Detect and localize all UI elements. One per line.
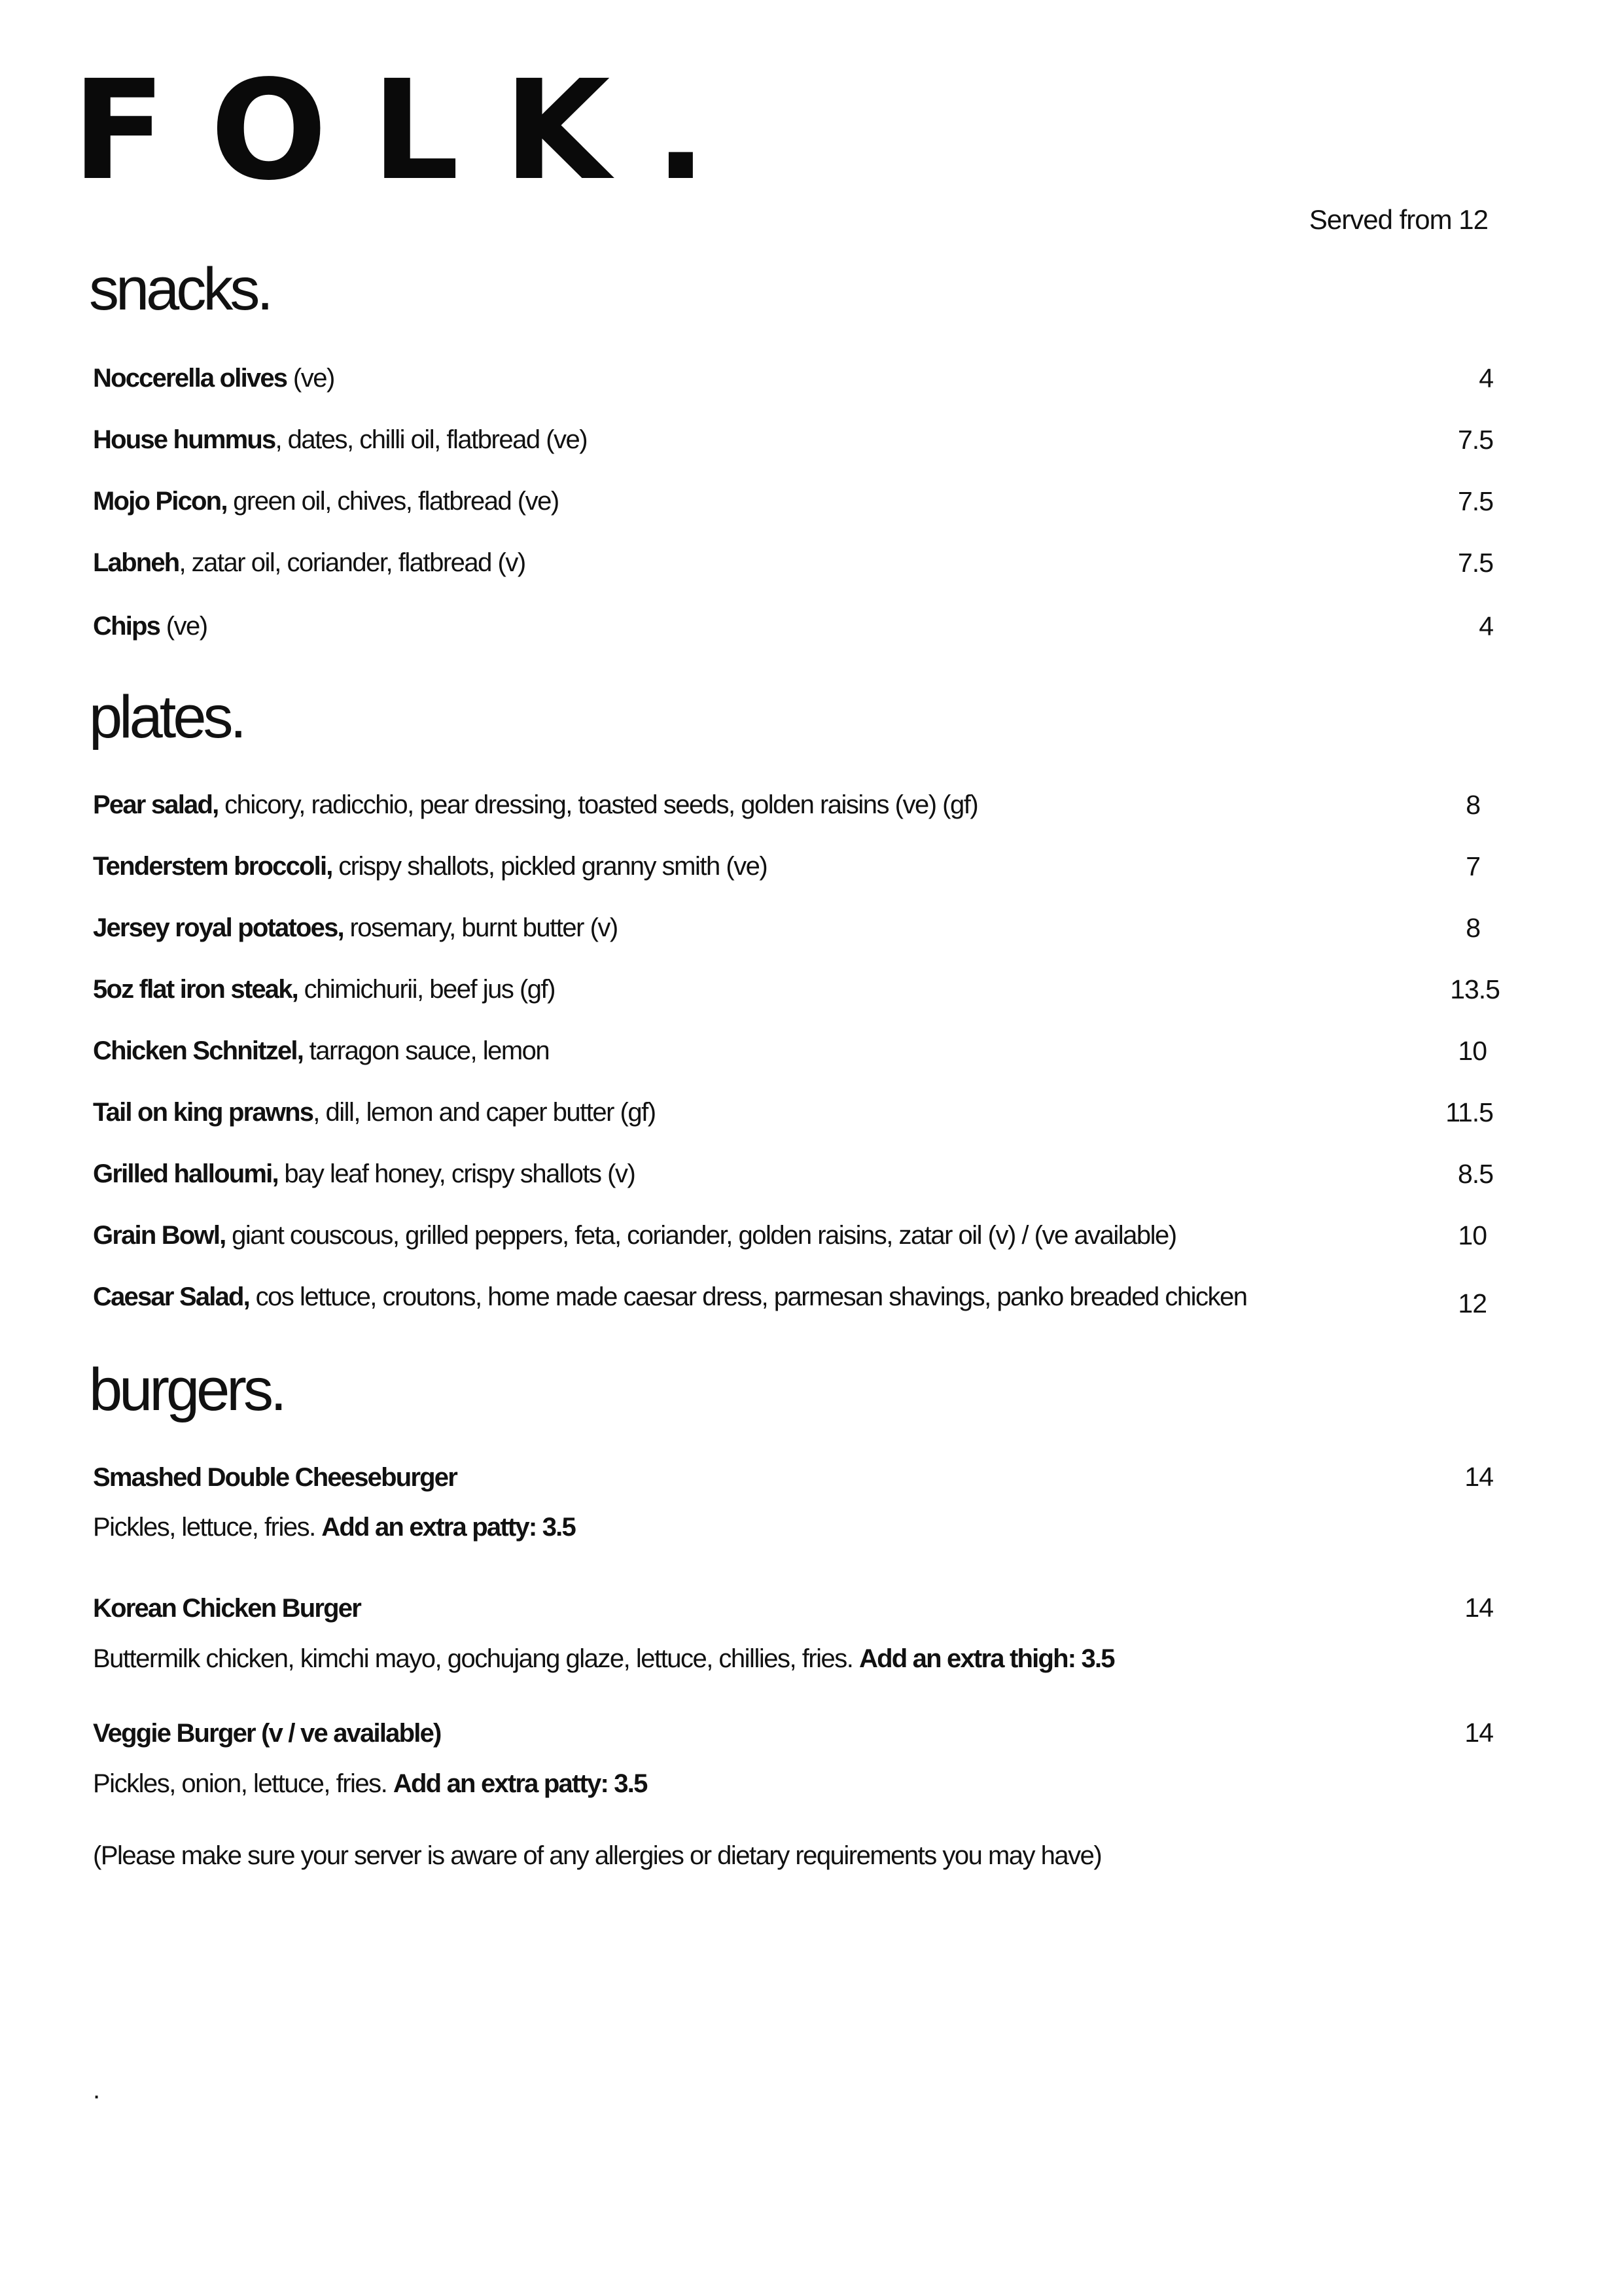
item-price: 8: [1466, 790, 1480, 820]
item-price: 14: [1464, 1593, 1493, 1623]
item-price: 4: [1479, 611, 1493, 641]
item-desc: giant couscous, grilled peppers, feta, coriander, golden raisins, zatar oil (v) / (ve available): [225, 1221, 1176, 1250]
item-name: Caesar Salad,: [93, 1282, 249, 1311]
burger-name: [93, 1593, 361, 1624]
item-price: 12: [1458, 1288, 1487, 1318]
item-desc: rosemary, burnt butter (v): [343, 913, 618, 942]
item-desc: (ve): [160, 612, 207, 641]
footer-dot: .: [93, 2075, 101, 2104]
burger-name: [93, 1462, 457, 1493]
item-extra: Add an extra patty: 3.5: [321, 1513, 575, 1542]
item-price: 14: [1464, 1462, 1493, 1492]
menu-item: [93, 362, 1493, 394]
menu-item: [93, 1220, 1493, 1251]
item-price: 4: [1479, 363, 1493, 393]
item-name: Mojo Picon,: [93, 487, 227, 516]
menu-item: [93, 912, 1493, 944]
item-price: 7.5: [1458, 548, 1493, 578]
item-price: 10: [1458, 1220, 1487, 1250]
item-desc: , dill, lemon and caper butter (gf): [313, 1098, 656, 1127]
item-name: Korean Chicken Burger: [93, 1594, 361, 1623]
item-name: Grilled halloumi,: [93, 1159, 278, 1188]
burger-name: [93, 1718, 441, 1749]
item-name: Jersey royal potatoes,: [93, 913, 344, 942]
item-name: Chips: [93, 612, 160, 641]
item-name: Tail on king prawns: [93, 1098, 313, 1127]
item-name: Tenderstem broccoli,: [93, 852, 332, 881]
item-desc: green oil, chives, flatbread (ve): [226, 487, 559, 516]
item-desc: chicory, radicchio, pear dressing, toasted seeds, golden raisins (ve) (gf): [218, 790, 978, 819]
item-name: Veggie Burger (v / ve available): [93, 1719, 441, 1748]
menu-item: [93, 547, 1493, 578]
item-desc: chimichurii, beef jus (gf): [298, 975, 555, 1004]
menu-item: [93, 851, 1493, 882]
item-name: Pear salad,: [93, 790, 219, 819]
item-desc: Buttermilk chicken, kimchi mayo, gochujang glaze, lettuce, chillies, fries.: [93, 1644, 859, 1673]
item-extra: Add an extra patty: 3.5: [393, 1769, 647, 1798]
item-desc: , dates, chilli oil, flatbread (ve): [275, 425, 588, 454]
menu-item: [93, 486, 1493, 517]
item-price: 7.5: [1458, 425, 1493, 455]
item-name: Labneh: [93, 548, 179, 577]
item-name: House hummus: [93, 425, 275, 454]
item-price: 8: [1466, 913, 1480, 943]
item-price: 13.5: [1450, 974, 1500, 1004]
item-desc: cos lettuce, croutons, home made caesar dress, parmesan shavings, panko breaded chicken: [249, 1282, 1247, 1311]
burgers-heading: burgers.: [89, 1356, 284, 1423]
item-name: Smashed Double Cheeseburger: [93, 1463, 457, 1492]
item-name: Noccerella olives: [93, 364, 287, 393]
item-name: 5oz flat iron steak,: [93, 975, 298, 1004]
allergy-note: (Please make sure your server is aware of any allergies or dietary requirements you may have): [93, 1841, 1102, 1870]
item-price: 7: [1466, 851, 1480, 881]
item-price: 7.5: [1458, 486, 1493, 516]
burger-desc: [93, 1643, 1114, 1674]
menu-item: [93, 1035, 1493, 1067]
snacks-heading: snacks.: [89, 256, 270, 323]
item-extra: Add an extra thigh: 3.5: [858, 1644, 1114, 1673]
burger-desc: [93, 1511, 575, 1543]
item-name: Grain Bowl,: [93, 1221, 226, 1250]
item-desc: tarragon sauce, lemon: [303, 1036, 550, 1065]
menu-item: [93, 1281, 1493, 1318]
plates-heading: plates.: [89, 684, 244, 751]
item-price: 8.5: [1458, 1159, 1493, 1189]
menu-item: [93, 424, 1493, 455]
menu-item: [93, 610, 1493, 642]
item-name: Chicken Schnitzel,: [93, 1036, 304, 1065]
burger-desc: [93, 1768, 647, 1799]
item-desc: (ve): [287, 364, 334, 393]
served-from-note: Served from 12: [1309, 204, 1488, 235]
menu-item: [93, 974, 1500, 1005]
item-desc: , zatar oil, coriander, flatbread (v): [179, 548, 525, 577]
folk-logo: FOLK.: [72, 50, 752, 211]
menu-item: [93, 789, 1493, 821]
item-price: 11.5: [1445, 1097, 1493, 1127]
menu-item: [93, 1097, 1493, 1128]
item-desc: crispy shallots, pickled granny smith (ve): [332, 852, 768, 881]
item-desc: Pickles, lettuce, fries.: [93, 1513, 322, 1542]
item-desc: Pickles, onion, lettuce, fries.: [93, 1769, 393, 1798]
menu-item: [93, 1158, 1493, 1190]
item-price: 10: [1458, 1036, 1487, 1066]
item-price: 14: [1464, 1718, 1493, 1748]
item-desc: bay leaf honey, crispy shallots (v): [277, 1159, 635, 1188]
